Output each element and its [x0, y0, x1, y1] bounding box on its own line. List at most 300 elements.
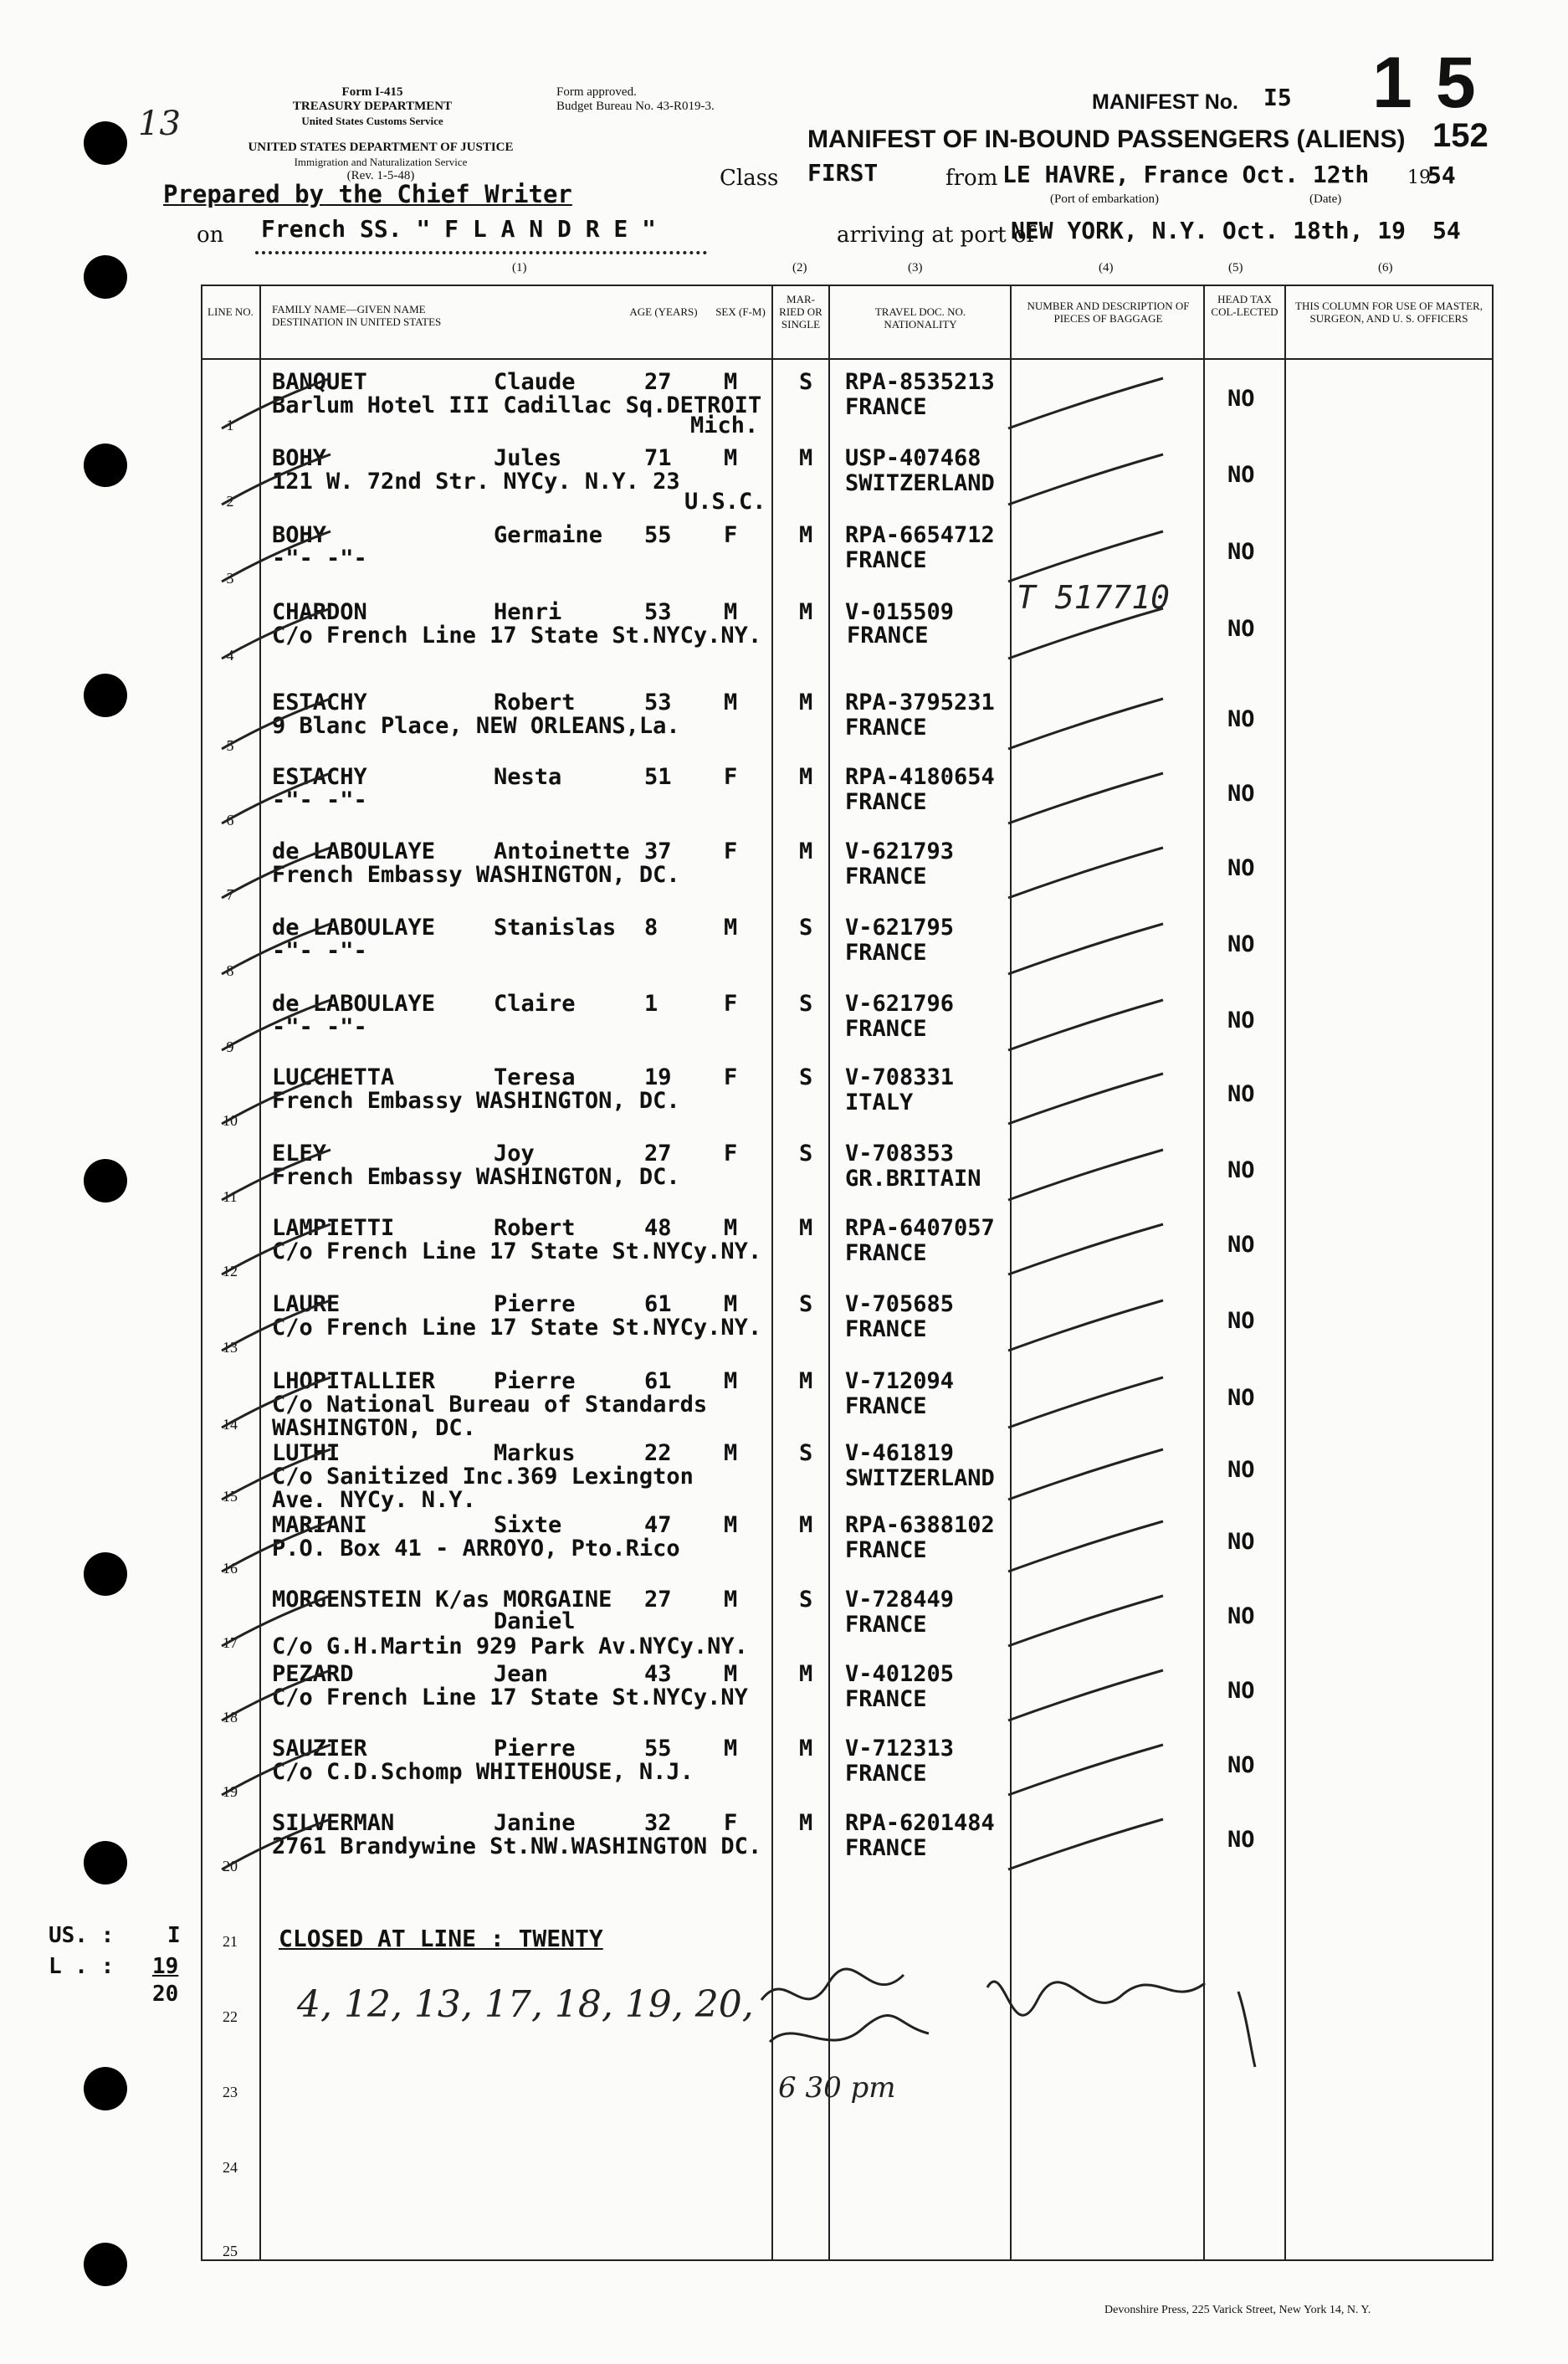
- check-mark-icon: [1004, 690, 1171, 757]
- line-number: 19: [223, 1783, 238, 1800]
- table-row: [201, 1811, 1494, 1886]
- check-mark-icon: [1004, 1587, 1171, 1654]
- marital-status: M: [799, 1368, 813, 1394]
- age: 32: [644, 1810, 672, 1836]
- destination: -"- -"-: [272, 1014, 367, 1040]
- head-tax: NO: [1227, 1385, 1255, 1411]
- travel-doc: V-621795: [845, 915, 955, 941]
- travel-doc: RPA-3795231: [845, 690, 995, 715]
- binder-hole: [84, 444, 127, 487]
- age: 19: [644, 1064, 672, 1090]
- table-row: [201, 765, 1494, 840]
- table-row: [201, 690, 1494, 766]
- given-name: Joy: [494, 1141, 535, 1167]
- check-mark-icon: [218, 996, 335, 1054]
- sex: M: [724, 1291, 738, 1317]
- check-mark-icon: [218, 1445, 335, 1504]
- family-name: SILVERMAN: [272, 1810, 395, 1836]
- table-row: [201, 1587, 1494, 1663]
- check-mark-icon: [218, 1146, 335, 1204]
- handwritten-line-list: 4, 12, 13, 17, 18, 19, 20,: [297, 1983, 754, 2026]
- sex: F: [724, 991, 738, 1017]
- age: 22: [644, 1440, 672, 1466]
- sex: M: [724, 1440, 738, 1466]
- check-mark-icon: [218, 1741, 335, 1799]
- port-caption: (Port of embarkation): [1050, 192, 1159, 206]
- head-tax: NO: [1227, 1529, 1255, 1555]
- check-mark-icon: [1004, 1662, 1171, 1729]
- form-approval-block: Form approved. Budget Bureau No. 43-R019-3.: [556, 85, 715, 113]
- family-name: MARIANI: [272, 1512, 367, 1538]
- arriving-label: arriving at port of: [837, 223, 1035, 248]
- destination: 2761 Brandywine St.NW.WASHINGTON DC.: [272, 1833, 762, 1859]
- nationality: FRANCE: [845, 1240, 927, 1266]
- travel-doc: RPA-6654712: [845, 522, 995, 548]
- travel-doc: USP-407468: [845, 445, 981, 471]
- from-label: from: [945, 166, 998, 191]
- col-header-headtax: HEAD TAX COL-LECTED: [1211, 293, 1278, 318]
- family-name: LAMPIETTI: [272, 1215, 395, 1241]
- binder-hole: [84, 121, 127, 165]
- family-name: LUCCHETTA: [272, 1064, 395, 1090]
- marital-status: S: [799, 991, 813, 1017]
- family-name: de LABOULAYE: [272, 838, 436, 864]
- form-id-block: Form I-415 TREASURY DEPARTMENT United States Customs Service: [292, 85, 453, 127]
- line-number: 20: [223, 1858, 238, 1874]
- nationality: FRANCE: [845, 789, 927, 815]
- destination: -"- -"-: [272, 787, 367, 813]
- destination: C/o C.D.Schomp WHITEHOUSE, N.J.: [272, 1759, 694, 1785]
- tally-al-value: 19: [152, 1954, 179, 1979]
- family-name: ELEY: [272, 1141, 327, 1167]
- family-name: BANQUET: [272, 369, 367, 395]
- head-tax: NO: [1227, 616, 1255, 642]
- nationality: FRANCE: [845, 715, 927, 741]
- nationality: FRANCE: [847, 623, 929, 649]
- line-number: 10: [223, 1112, 238, 1129]
- age: 8: [644, 915, 658, 941]
- col-header-travel: TRAVEL DOC. NO. NATIONALITY: [874, 305, 966, 331]
- sex: M: [724, 445, 738, 471]
- marital-status: S: [799, 369, 813, 395]
- age: 61: [644, 1368, 672, 1394]
- tally-us-label: US. :: [49, 1923, 115, 1948]
- age: 1: [644, 991, 658, 1017]
- line-number: 23: [223, 2084, 238, 2100]
- line-number: 18: [223, 1709, 238, 1726]
- check-mark-icon: [1004, 1369, 1171, 1436]
- given-name: Markus: [494, 1440, 576, 1466]
- check-mark-icon: [218, 1373, 335, 1432]
- nationality: FRANCE: [845, 1537, 927, 1563]
- given-name: Janine: [494, 1810, 576, 1836]
- travel-doc: V-712313: [845, 1736, 955, 1761]
- travel-doc: V-621793: [845, 838, 955, 864]
- given-name: Claire: [494, 991, 576, 1017]
- table-row: [201, 1736, 1494, 1812]
- binder-hole: [84, 674, 127, 717]
- destination: Barlum Hotel III Cadillac Sq.DETROIT: [272, 392, 762, 418]
- check-mark-icon: [218, 374, 335, 433]
- col-number: (5): [1228, 261, 1243, 274]
- line-number: 17: [223, 1634, 238, 1651]
- destination: 9 Blanc Place, NEW ORLEANS,La.: [272, 713, 680, 739]
- sex: M: [724, 1368, 738, 1394]
- sex: F: [724, 1141, 738, 1167]
- travel-doc: V-705685: [845, 1291, 955, 1317]
- destination: French Embassy WASHINGTON, DC.: [272, 1088, 680, 1114]
- line-number: 14: [223, 1416, 238, 1433]
- nationality: FRANCE: [845, 1316, 927, 1342]
- marital-status: M: [799, 599, 813, 625]
- age: 43: [644, 1661, 672, 1687]
- marital-status: M: [799, 1512, 813, 1538]
- sex: M: [724, 1661, 738, 1687]
- given-name: Germaine: [494, 522, 603, 548]
- head-tax: NO: [1227, 1603, 1255, 1629]
- destination-cont: U.S.C.: [684, 489, 766, 515]
- printer-footer: Devonshire Press, 225 Varick Street, New York 14, N. Y.: [1104, 2304, 1371, 2316]
- sex: M: [724, 1736, 738, 1761]
- nationality: FRANCE: [845, 394, 927, 420]
- destination-cont: Ave. NYCy. N.Y.: [272, 1487, 476, 1513]
- destination: C/o French Line 17 State St.NYCy.NY.: [272, 1315, 762, 1341]
- marital-status: M: [799, 1661, 813, 1687]
- line-number: 9: [226, 1038, 234, 1055]
- age: 27: [644, 369, 672, 395]
- col-header-sex: SEX (F-M): [715, 305, 766, 318]
- destination: C/o French Line 17 State St.NYCy.NY: [272, 1685, 748, 1710]
- nationality: FRANCE: [845, 1761, 927, 1787]
- sex: M: [724, 1215, 738, 1241]
- line-number: 1: [226, 417, 234, 433]
- destination: -"- -"-: [272, 938, 367, 964]
- handwritten-signatures: [736, 1950, 1289, 2100]
- marital-status: M: [799, 690, 813, 715]
- table-row: [201, 839, 1494, 915]
- check-mark-icon: [218, 769, 335, 828]
- vessel-name: French SS. " F L A N D R E ": [261, 215, 657, 243]
- table-row: [201, 915, 1494, 991]
- head-tax: NO: [1227, 1457, 1255, 1483]
- tally-al-label: L . :: [49, 1954, 115, 1979]
- head-tax: NO: [1227, 1308, 1255, 1334]
- destination: C/o French Line 17 State St.NYCy.NY.: [272, 623, 762, 649]
- travel-doc: V-708331: [845, 1064, 955, 1090]
- table-row: [201, 1662, 1494, 1737]
- age: 48: [644, 1215, 672, 1241]
- col-header-name: FAMILY NAME—GIVEN NAME DESTINATION IN UNITED STATES: [272, 303, 442, 328]
- marital-status: M: [799, 1810, 813, 1836]
- line-number: 24: [223, 2159, 238, 2176]
- line-number: 11: [223, 1188, 238, 1205]
- date-caption: (Date): [1309, 192, 1342, 206]
- destination: French Embassy WASHINGTON, DC.: [272, 862, 680, 888]
- binder-hole: [84, 255, 127, 299]
- marital-status: M: [799, 838, 813, 864]
- travel-doc: V-728449: [845, 1587, 955, 1613]
- col-number: (4): [1099, 261, 1114, 274]
- table-row: [201, 370, 1494, 445]
- check-mark-icon: [1004, 446, 1171, 513]
- sex: F: [724, 838, 738, 864]
- destination: C/o National Bureau of Standards: [272, 1392, 708, 1418]
- head-tax: NO: [1227, 931, 1255, 957]
- age: 27: [644, 1587, 672, 1613]
- marital-status: M: [799, 1215, 813, 1241]
- family-name: de LABOULAYE: [272, 915, 436, 941]
- check-mark-icon: [1004, 600, 1171, 667]
- line-number: 3: [226, 570, 234, 587]
- line-number: 5: [226, 737, 234, 754]
- head-tax: NO: [1227, 1232, 1255, 1258]
- sex: M: [724, 915, 738, 941]
- table-row: [201, 1065, 1494, 1141]
- given-name: Pierre: [494, 1368, 576, 1394]
- binder-hole: [84, 1841, 127, 1885]
- head-tax: NO: [1227, 1752, 1255, 1778]
- col-header-line: LINE NO.: [208, 305, 254, 318]
- destination: 121 W. 72nd Str. NYCy. N.Y. 23: [272, 469, 680, 495]
- travel-doc: V-461819: [845, 1440, 955, 1466]
- sex: F: [724, 764, 738, 790]
- family-name: CHARDON: [272, 599, 367, 625]
- destination: -"- -"-: [272, 546, 367, 572]
- age: 71: [644, 445, 672, 471]
- check-mark-icon: [1004, 992, 1171, 1059]
- line-number: 15: [223, 1488, 238, 1505]
- sex: M: [724, 1587, 738, 1613]
- age: 47: [644, 1512, 672, 1538]
- on-label: on: [197, 223, 224, 248]
- nationality: SWITZERLAND: [845, 470, 995, 496]
- given-name: Nesta: [494, 764, 562, 790]
- marital-status: M: [799, 764, 813, 790]
- family-name: BOHY: [272, 522, 327, 548]
- table-row: [201, 446, 1494, 521]
- head-tax: NO: [1227, 1081, 1255, 1107]
- check-mark-icon: [218, 527, 335, 586]
- travel-doc: RPA-8535213: [845, 369, 995, 395]
- check-mark-icon: [218, 1296, 335, 1355]
- family-name: MORGENSTEIN K/as MORGAINE: [272, 1587, 612, 1613]
- check-mark-icon: [218, 604, 335, 663]
- check-mark-icon: [218, 920, 335, 978]
- table-row: [201, 1216, 1494, 1291]
- check-mark-icon: [1004, 1065, 1171, 1132]
- travel-doc: V-401205: [845, 1661, 955, 1687]
- marital-status: M: [799, 445, 813, 471]
- check-mark-icon: [1004, 1811, 1171, 1878]
- manifest-label: MANIFEST No.: [1092, 90, 1238, 114]
- family-name: PEZARD: [272, 1661, 354, 1687]
- tally-us-value: I: [167, 1923, 181, 1948]
- tally-total: 20: [152, 1982, 179, 2007]
- col-number: (1): [512, 261, 527, 274]
- col-header-baggage: NUMBER AND DESCRIPTION OF PIECES OF BAGGAGE: [1027, 300, 1190, 325]
- nationality: FRANCE: [845, 547, 927, 573]
- family-name: de LABOULAYE: [272, 991, 436, 1017]
- line-number: 13: [223, 1339, 238, 1356]
- year-value: 54: [1427, 162, 1456, 189]
- line-number: 22: [223, 2008, 238, 2025]
- sex: M: [724, 1512, 738, 1538]
- given-name: Stanislas: [494, 915, 617, 941]
- given-name: Henri: [494, 599, 562, 625]
- age: 53: [644, 599, 672, 625]
- check-mark-icon: [1004, 1513, 1171, 1580]
- nationality: FRANCE: [845, 864, 927, 890]
- travel-doc: RPA-6201484: [845, 1810, 995, 1836]
- family-name: ESTACHY: [272, 690, 367, 715]
- col-number: (3): [908, 261, 923, 274]
- col-header-officers: THIS COLUMN FOR USE OF MASTER, SURGEON, AND U. S. OFFICERS: [1295, 300, 1483, 325]
- line-number: 25: [223, 2243, 238, 2259]
- given-name: Pierre: [494, 1291, 576, 1317]
- check-mark-icon: [218, 1220, 335, 1279]
- check-mark-icon: [218, 1815, 335, 1874]
- table-row: [201, 1141, 1494, 1217]
- travel-doc: V-015509: [845, 599, 955, 625]
- age: 55: [644, 1736, 672, 1761]
- table-row: [201, 992, 1494, 1067]
- marital-status: S: [799, 1440, 813, 1466]
- handwritten-note: T 517710: [1017, 579, 1171, 616]
- head-tax: NO: [1227, 386, 1255, 412]
- sex: M: [724, 369, 738, 395]
- manifest-number-typed: I5: [1263, 84, 1292, 111]
- check-mark-icon: [218, 1666, 335, 1725]
- check-mark-icon: [218, 695, 335, 753]
- given-name: Robert: [494, 690, 576, 715]
- nationality: GR.BRITAIN: [845, 1166, 981, 1192]
- age: 61: [644, 1291, 672, 1317]
- col-header-married: MAR-RIED OR SINGLE: [779, 293, 822, 331]
- nationality: FRANCE: [845, 1612, 927, 1638]
- header-divider: [201, 358, 1494, 360]
- head-tax: NO: [1227, 1157, 1255, 1183]
- family-name: BOHY: [272, 445, 327, 471]
- col-number: (2): [792, 261, 807, 274]
- check-mark-icon: [218, 1517, 335, 1576]
- check-mark-icon: [218, 1592, 335, 1650]
- sex: M: [724, 690, 738, 715]
- binder-hole: [84, 1552, 127, 1596]
- check-mark-icon: [1004, 1736, 1171, 1803]
- head-tax: NO: [1227, 1827, 1255, 1853]
- head-tax: NO: [1227, 1008, 1255, 1033]
- binder-hole: [84, 1159, 127, 1203]
- marital-status: S: [799, 1141, 813, 1167]
- marital-status: M: [799, 1736, 813, 1761]
- from-value: LE HAVRE, France Oct. 12th: [1002, 161, 1370, 188]
- travel-doc: V-621796: [845, 991, 955, 1017]
- line-number: 16: [223, 1560, 238, 1577]
- table-row: [201, 1292, 1494, 1367]
- col-header-age: AGE (YEARS): [629, 305, 698, 318]
- check-mark-icon: [218, 450, 335, 509]
- prepared-by: Prepared by the Chief Writer: [163, 180, 572, 208]
- marital-status: S: [799, 1587, 813, 1613]
- head-tax: NO: [1227, 706, 1255, 732]
- nationality: FRANCE: [845, 1393, 927, 1419]
- line-number: 4: [226, 647, 234, 664]
- line-number: 2: [226, 493, 234, 510]
- line-number: 21: [223, 1933, 238, 1950]
- handwritten-time: 6 30 pm: [778, 2071, 896, 2105]
- check-mark-icon: [218, 844, 335, 902]
- line-number: 8: [226, 962, 234, 979]
- handwritten-corner-note: 13: [138, 105, 181, 143]
- check-mark-icon: [1004, 370, 1171, 437]
- head-tax: NO: [1227, 462, 1255, 488]
- sex: F: [724, 522, 738, 548]
- destination: French Embassy WASHINGTON, DC.: [272, 1164, 680, 1190]
- binder-hole: [84, 2243, 127, 2286]
- marital-status: S: [799, 1291, 813, 1317]
- destination-cont: Mich.: [690, 413, 759, 438]
- travel-doc: RPA-6407057: [845, 1215, 995, 1241]
- marital-status: S: [799, 1064, 813, 1090]
- given-name: Robert: [494, 1215, 576, 1241]
- age: 55: [644, 522, 672, 548]
- travel-doc: RPA-4180654: [845, 764, 995, 790]
- given-name: Antoinette: [494, 838, 630, 864]
- marital-status: S: [799, 915, 813, 941]
- binder-hole: [84, 2067, 127, 2110]
- check-mark-icon: [1004, 1292, 1171, 1359]
- check-mark-icon: [1004, 765, 1171, 832]
- age: 53: [644, 690, 672, 715]
- head-tax: NO: [1227, 1678, 1255, 1704]
- vessel-underline: [255, 251, 707, 254]
- check-mark-icon: [1004, 915, 1171, 982]
- check-mark-icon: [1004, 1216, 1171, 1283]
- line-number: 6: [226, 812, 234, 828]
- given-name: Sixte: [494, 1512, 562, 1538]
- head-tax: NO: [1227, 855, 1255, 881]
- table-row: [201, 1513, 1494, 1588]
- class-value: FIRST: [807, 159, 879, 187]
- sex: M: [724, 599, 738, 625]
- table-row: [201, 523, 1494, 598]
- nationality: FRANCE: [845, 1016, 927, 1042]
- check-mark-icon: [1004, 1441, 1171, 1508]
- table-row: [201, 1441, 1494, 1516]
- travel-doc: RPA-6388102: [845, 1512, 995, 1538]
- manifest-title: MANIFEST OF IN-BOUND PASSENGERS (ALIENS): [807, 126, 1406, 153]
- given-name: Jules: [494, 445, 562, 471]
- nationality: FRANCE: [845, 1835, 927, 1861]
- page-number: 152: [1432, 117, 1489, 154]
- nationality: FRANCE: [845, 1686, 927, 1712]
- destination-cont: WASHINGTON, DC.: [272, 1415, 476, 1441]
- line-number: 7: [226, 886, 234, 903]
- check-mark-icon: [1004, 839, 1171, 906]
- head-tax: NO: [1227, 539, 1255, 565]
- given-name: Pierre: [494, 1736, 576, 1761]
- closed-at-line: CLOSED AT LINE : TWENTY: [279, 1925, 603, 1952]
- given-name: Claude: [494, 369, 576, 395]
- family-name: SAUZIER: [272, 1736, 367, 1761]
- destination: P.O. Box 41 - ARROYO, Pto.Rico: [272, 1536, 680, 1561]
- arriving-year: 54: [1432, 217, 1461, 244]
- destination: C/o French Line 17 State St.NYCy.NY.: [272, 1238, 762, 1264]
- head-tax: NO: [1227, 781, 1255, 807]
- arriving-port: NEW YORK, N.Y. Oct. 18th, 19: [1011, 217, 1407, 244]
- nationality: ITALY: [845, 1090, 914, 1115]
- table-row: [201, 579, 1494, 675]
